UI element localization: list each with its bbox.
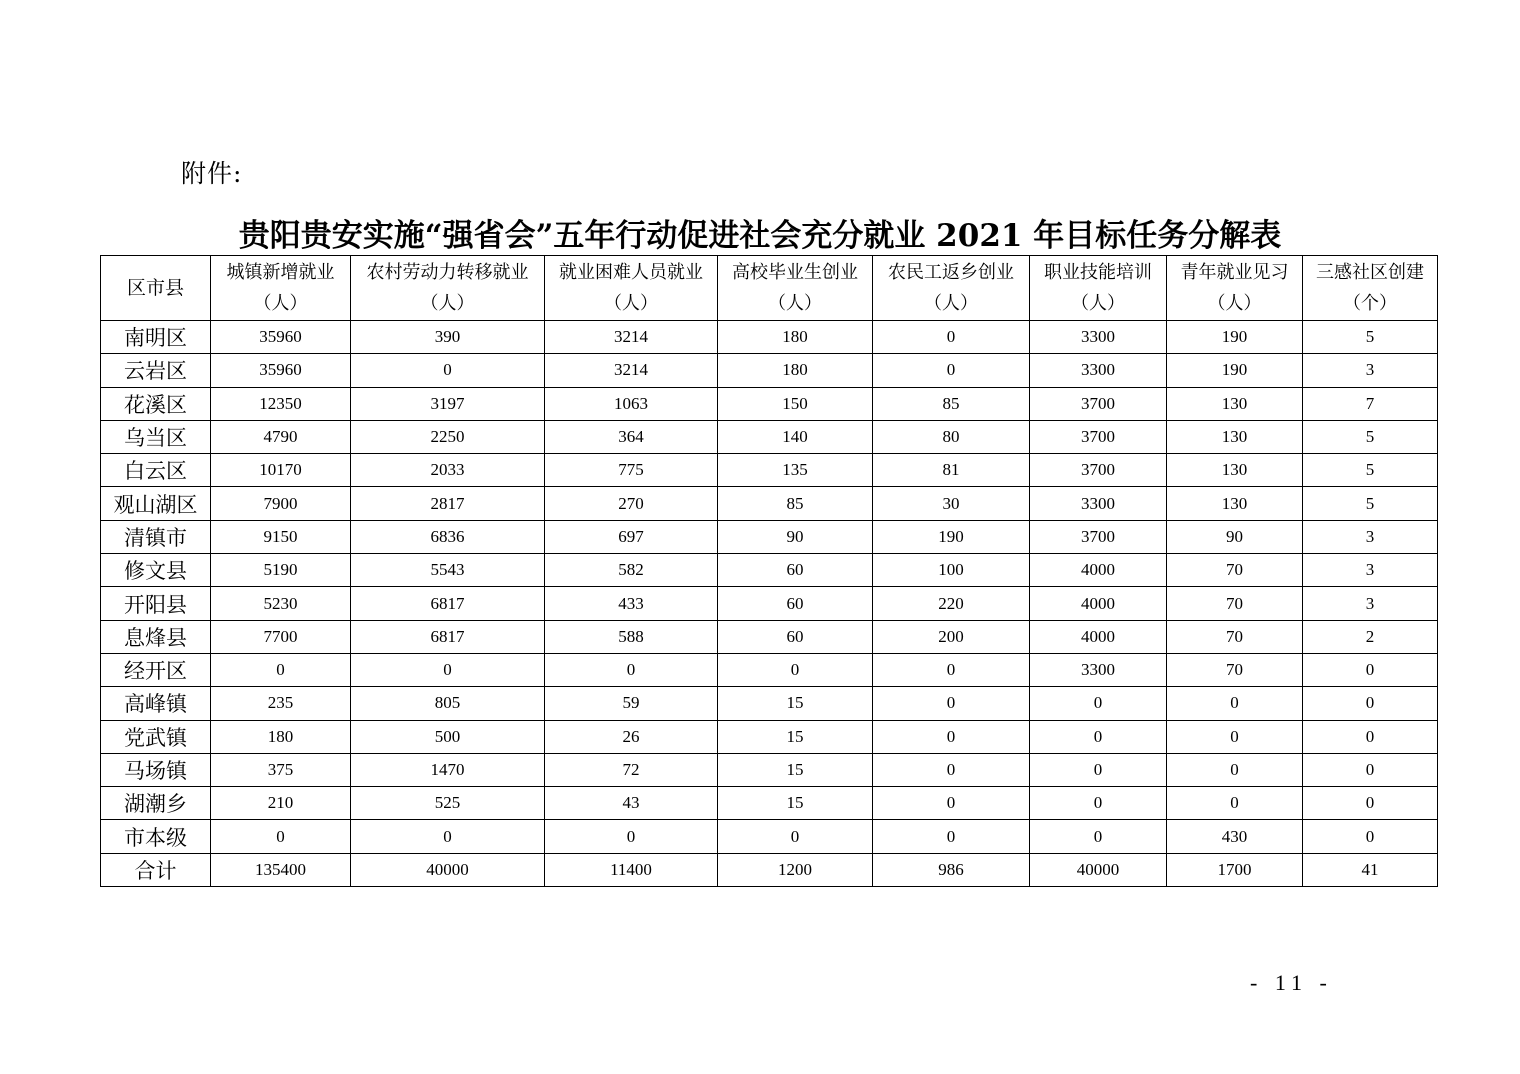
value-cell: 135400 xyxy=(211,853,351,886)
table-row xyxy=(101,554,1438,587)
region-name-cell: 市本级 xyxy=(101,820,211,853)
value-cell: 1063 xyxy=(545,387,718,420)
column-header-name: 农民工返乡创业 xyxy=(888,262,1014,283)
value-cell: 140 xyxy=(718,420,873,453)
value-cell: 60 xyxy=(718,554,873,587)
value-cell: 5 xyxy=(1303,420,1438,453)
value-cell: 10170 xyxy=(211,454,351,487)
value-cell: 430 xyxy=(1167,820,1303,853)
value-cell: 40000 xyxy=(1030,853,1167,886)
value-cell: 180 xyxy=(718,321,873,354)
value-cell: 190 xyxy=(1167,354,1303,387)
value-cell: 7 xyxy=(1303,387,1438,420)
value-cell: 0 xyxy=(873,820,1030,853)
value-cell: 1200 xyxy=(718,853,873,886)
value-cell: 90 xyxy=(1167,520,1303,553)
value-cell: 5230 xyxy=(211,587,351,620)
table-row xyxy=(101,420,1438,453)
column-header-unit: （人） xyxy=(604,293,658,314)
region-name-cell: 经开区 xyxy=(101,653,211,686)
value-cell: 70 xyxy=(1167,653,1303,686)
region-name-cell: 合计 xyxy=(101,853,211,886)
value-cell: 4000 xyxy=(1030,587,1167,620)
value-cell: 3 xyxy=(1303,554,1438,587)
column-header-name: 农村劳动力转移就业 xyxy=(366,262,529,283)
region-name-cell: 湖潮乡 xyxy=(101,787,211,820)
column-header-name: 高校毕业生创业 xyxy=(732,262,858,283)
value-cell: 70 xyxy=(1167,620,1303,653)
table-row xyxy=(101,354,1438,387)
value-cell: 235 xyxy=(211,687,351,720)
value-cell: 4000 xyxy=(1030,554,1167,587)
value-cell: 26 xyxy=(545,720,718,753)
value-cell: 15 xyxy=(718,720,873,753)
value-cell: 135 xyxy=(718,454,873,487)
value-cell: 11400 xyxy=(545,853,718,886)
value-cell: 59 xyxy=(545,687,718,720)
value-cell: 150 xyxy=(718,387,873,420)
value-cell: 7700 xyxy=(211,620,351,653)
value-cell: 85 xyxy=(718,487,873,520)
value-cell: 500 xyxy=(351,720,545,753)
value-cell: 90 xyxy=(718,520,873,553)
value-cell: 130 xyxy=(1167,420,1303,453)
table-row xyxy=(101,620,1438,653)
value-cell: 0 xyxy=(1030,787,1167,820)
value-cell: 2817 xyxy=(351,487,545,520)
value-cell: 0 xyxy=(873,753,1030,786)
value-cell: 375 xyxy=(211,753,351,786)
column-header-unit: （人） xyxy=(420,293,475,314)
value-cell: 2 xyxy=(1303,620,1438,653)
table-row xyxy=(101,387,1438,420)
table-row xyxy=(101,820,1438,853)
value-cell: 5 xyxy=(1303,321,1438,354)
value-cell: 190 xyxy=(1167,321,1303,354)
value-cell: 0 xyxy=(1303,753,1438,786)
value-cell: 0 xyxy=(1167,787,1303,820)
value-cell: 72 xyxy=(545,753,718,786)
region-name-cell: 南明区 xyxy=(101,321,211,354)
value-cell: 15 xyxy=(718,787,873,820)
value-cell: 270 xyxy=(545,487,718,520)
value-cell: 0 xyxy=(1303,820,1438,853)
value-cell: 0 xyxy=(211,653,351,686)
value-cell: 4000 xyxy=(1030,620,1167,653)
value-cell: 0 xyxy=(545,820,718,853)
value-cell: 0 xyxy=(1303,720,1438,753)
value-cell: 130 xyxy=(1167,487,1303,520)
value-cell: 3214 xyxy=(545,321,718,354)
value-cell: 130 xyxy=(1167,387,1303,420)
value-cell: 0 xyxy=(1167,720,1303,753)
value-cell: 81 xyxy=(873,454,1030,487)
column-header xyxy=(718,256,873,321)
value-cell: 12350 xyxy=(211,387,351,420)
header-row xyxy=(101,256,1438,321)
region-name-cell: 观山湖区 xyxy=(101,487,211,520)
value-cell: 986 xyxy=(873,853,1030,886)
value-cell: 2250 xyxy=(351,420,545,453)
value-cell: 0 xyxy=(1303,787,1438,820)
value-cell: 3 xyxy=(1303,354,1438,387)
table-row xyxy=(101,653,1438,686)
value-cell: 0 xyxy=(873,354,1030,387)
column-header-unit: （人） xyxy=(253,293,308,314)
value-cell: 3300 xyxy=(1030,487,1167,520)
value-cell: 3 xyxy=(1303,587,1438,620)
value-cell: 130 xyxy=(1167,454,1303,487)
value-cell: 100 xyxy=(873,554,1030,587)
column-header xyxy=(873,256,1030,321)
value-cell: 0 xyxy=(1167,687,1303,720)
column-header xyxy=(1030,256,1167,321)
target-task-table xyxy=(100,255,1438,887)
value-cell: 0 xyxy=(1303,653,1438,686)
column-header xyxy=(1303,256,1438,321)
table-row xyxy=(101,520,1438,553)
value-cell: 805 xyxy=(351,687,545,720)
value-cell: 0 xyxy=(1030,687,1167,720)
column-header-unit: （个） xyxy=(1343,293,1397,314)
column-header-name: 青年就业见习 xyxy=(1180,262,1289,283)
value-cell: 6817 xyxy=(351,620,545,653)
value-cell: 15 xyxy=(718,753,873,786)
value-cell: 775 xyxy=(545,454,718,487)
value-cell: 0 xyxy=(351,354,545,387)
value-cell: 0 xyxy=(211,820,351,853)
table-row xyxy=(101,587,1438,620)
column-header-name: 城镇新增就业 xyxy=(226,262,335,283)
value-cell: 525 xyxy=(351,787,545,820)
value-cell: 3300 xyxy=(1030,321,1167,354)
region-name-cell: 修文县 xyxy=(101,554,211,587)
page-number: - 11 - xyxy=(1250,970,1333,995)
region-name-cell: 白云区 xyxy=(101,454,211,487)
region-name-cell: 云岩区 xyxy=(101,354,211,387)
value-cell: 433 xyxy=(545,587,718,620)
attachment-label: 附件: xyxy=(181,159,243,188)
table-row xyxy=(101,753,1438,786)
region-name-cell: 清镇市 xyxy=(101,520,211,553)
value-cell: 190 xyxy=(873,520,1030,553)
value-cell: 0 xyxy=(873,720,1030,753)
column-header-unit: （人） xyxy=(768,293,822,314)
value-cell: 6836 xyxy=(351,520,545,553)
value-cell: 70 xyxy=(1167,554,1303,587)
value-cell: 0 xyxy=(873,653,1030,686)
value-cell: 0 xyxy=(718,653,873,686)
value-cell: 9150 xyxy=(211,520,351,553)
region-name-cell: 高峰镇 xyxy=(101,687,211,720)
value-cell: 0 xyxy=(1030,720,1167,753)
column-header-name: 三感社区创建 xyxy=(1316,262,1424,283)
value-cell: 1700 xyxy=(1167,853,1303,886)
value-cell: 0 xyxy=(873,321,1030,354)
value-cell: 200 xyxy=(873,620,1030,653)
value-cell: 210 xyxy=(211,787,351,820)
column-header xyxy=(1167,256,1303,321)
value-cell: 43 xyxy=(545,787,718,820)
column-header xyxy=(211,256,351,321)
value-cell: 0 xyxy=(1030,820,1167,853)
value-cell: 220 xyxy=(873,587,1030,620)
column-header-unit: （人） xyxy=(924,293,978,314)
value-cell: 3300 xyxy=(1030,354,1167,387)
table-row xyxy=(101,787,1438,820)
value-cell: 0 xyxy=(351,653,545,686)
value-cell: 364 xyxy=(545,420,718,453)
value-cell: 697 xyxy=(545,520,718,553)
value-cell: 0 xyxy=(718,820,873,853)
column-header-unit: （人） xyxy=(1071,293,1125,314)
table-row xyxy=(101,487,1438,520)
value-cell: 582 xyxy=(545,554,718,587)
value-cell: 0 xyxy=(1030,753,1167,786)
region-name-cell: 乌当区 xyxy=(101,420,211,453)
value-cell: 30 xyxy=(873,487,1030,520)
value-cell: 0 xyxy=(1303,687,1438,720)
column-header xyxy=(351,256,545,321)
column-header xyxy=(545,256,718,321)
value-cell: 3214 xyxy=(545,354,718,387)
value-cell: 5 xyxy=(1303,454,1438,487)
value-cell: 3700 xyxy=(1030,420,1167,453)
value-cell: 3197 xyxy=(351,387,545,420)
value-cell: 5543 xyxy=(351,554,545,587)
value-cell: 4790 xyxy=(211,420,351,453)
value-cell: 3300 xyxy=(1030,653,1167,686)
region-name-cell: 息烽县 xyxy=(101,620,211,653)
value-cell: 2033 xyxy=(351,454,545,487)
value-cell: 0 xyxy=(1167,753,1303,786)
table-row xyxy=(101,687,1438,720)
column-header-name: 职业技能培训 xyxy=(1044,262,1152,283)
value-cell: 3700 xyxy=(1030,387,1167,420)
table-body xyxy=(101,321,1438,887)
total-row xyxy=(101,853,1438,886)
table-row xyxy=(101,454,1438,487)
value-cell: 3700 xyxy=(1030,520,1167,553)
value-cell: 6817 xyxy=(351,587,545,620)
value-cell: 60 xyxy=(718,620,873,653)
value-cell: 70 xyxy=(1167,587,1303,620)
value-cell: 5190 xyxy=(211,554,351,587)
column-header-region: 区市县 xyxy=(101,256,211,321)
value-cell: 0 xyxy=(873,787,1030,820)
value-cell: 40000 xyxy=(351,853,545,886)
value-cell: 0 xyxy=(873,687,1030,720)
table-row xyxy=(101,321,1438,354)
value-cell: 3700 xyxy=(1030,454,1167,487)
value-cell: 390 xyxy=(351,321,545,354)
value-cell: 35960 xyxy=(211,354,351,387)
region-name-cell: 花溪区 xyxy=(101,387,211,420)
value-cell: 15 xyxy=(718,687,873,720)
value-cell: 1470 xyxy=(351,753,545,786)
column-header-name: 就业困难人员就业 xyxy=(559,262,703,283)
value-cell: 35960 xyxy=(211,321,351,354)
document-title: 贵阳贵安实施“强省会”五年行动促进社会充分就业 2021 年目标任务分解表 xyxy=(238,218,1282,254)
value-cell: 80 xyxy=(873,420,1030,453)
value-cell: 85 xyxy=(873,387,1030,420)
region-name-cell: 马场镇 xyxy=(101,753,211,786)
value-cell: 41 xyxy=(1303,853,1438,886)
region-name-cell: 开阳县 xyxy=(101,587,211,620)
value-cell: 7900 xyxy=(211,487,351,520)
value-cell: 0 xyxy=(545,653,718,686)
table-row xyxy=(101,720,1438,753)
value-cell: 5 xyxy=(1303,487,1438,520)
value-cell: 180 xyxy=(718,354,873,387)
value-cell: 180 xyxy=(211,720,351,753)
value-cell: 0 xyxy=(351,820,545,853)
value-cell: 588 xyxy=(545,620,718,653)
value-cell: 3 xyxy=(1303,520,1438,553)
region-name-cell: 党武镇 xyxy=(101,720,211,753)
column-header-unit: （人） xyxy=(1207,293,1262,314)
value-cell: 60 xyxy=(718,587,873,620)
